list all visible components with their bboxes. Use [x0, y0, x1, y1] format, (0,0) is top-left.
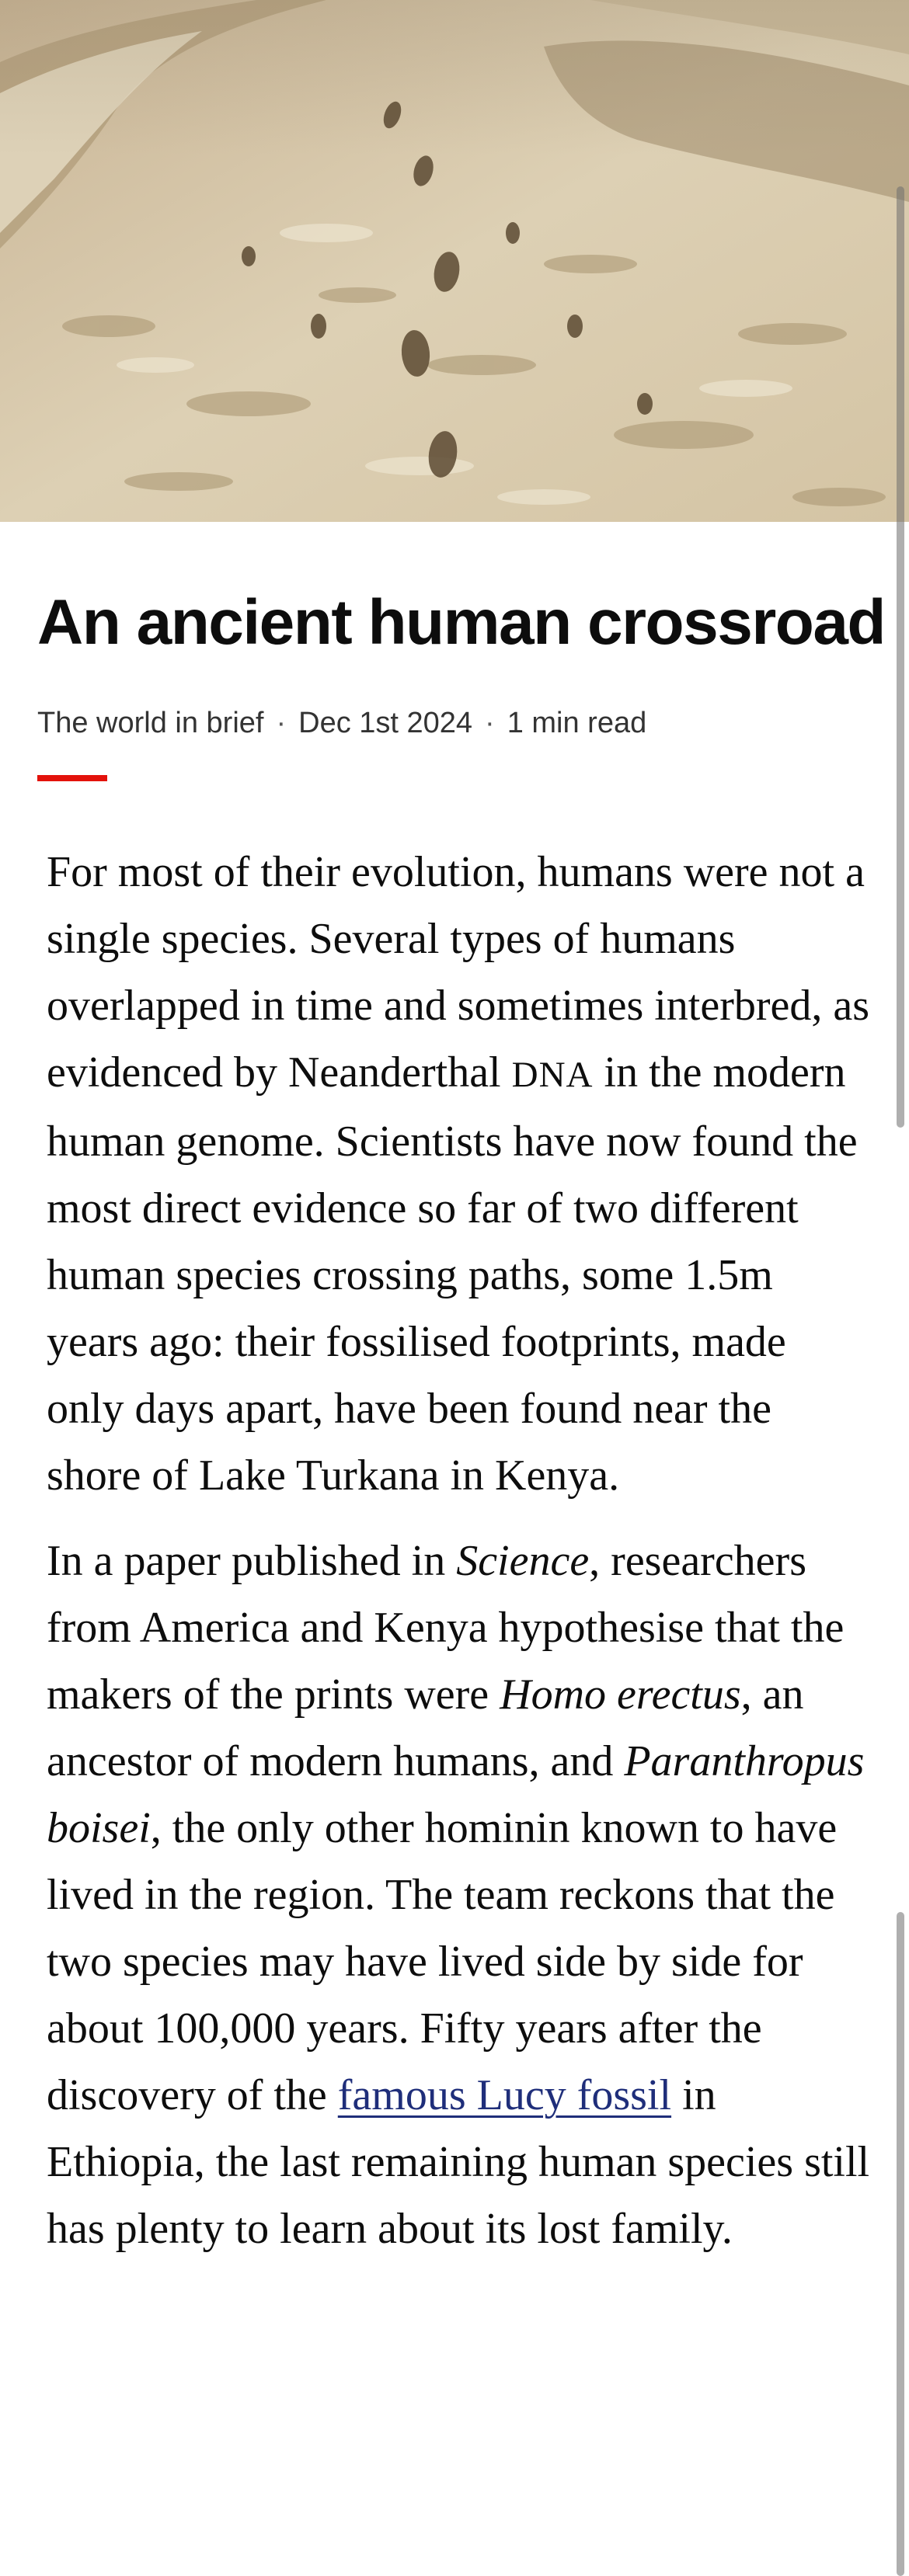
journal-name: Science	[456, 1537, 590, 1585]
paragraph-text: For most of their evolution, humans were not a single species. Several types of humans overlapped in time and sometimes interbred, as evidenced by Neanderthal	[47, 848, 870, 1097]
paragraph-2	[47, 1528, 872, 2262]
hero-image	[0, 0, 909, 522]
article-meta	[37, 704, 646, 742]
paragraph-text: in the modern human genome. Scientists have now found the most direct evidence so far of two different human species crossing paths, some 1.5m years ago: their fossilised footprints, made only days apart, have been found near the shore of Lake Turkana in Kenya.	[47, 1048, 858, 1500]
paragraph-text: In a paper published in	[47, 1537, 457, 1585]
species-name: Paranthropus boisei	[47, 1737, 865, 1852]
publish-date: Dec 1st 2024	[298, 707, 473, 739]
species-name: Homo erectus	[500, 1670, 741, 1719]
paragraph-1	[47, 839, 872, 1509]
meta-separator: ·	[485, 707, 495, 739]
read-time: 1 min read	[507, 707, 647, 739]
scrollbar-thumb-top[interactable]	[897, 186, 904, 1128]
section-link[interactable]: The world in brief	[37, 707, 264, 739]
article-body	[47, 839, 872, 2281]
accent-rule	[37, 775, 107, 781]
dna-abbr: DNA	[511, 1055, 594, 1095]
paragraph-text: , the only other hominin known to have lived in the region. The team reckons that the two species may have lived side by side for about 100,000 years. Fifty years after the discovery of the	[47, 1804, 838, 2119]
scrollbar-thumb-bottom[interactable]	[897, 1912, 904, 2576]
paragraph-text: , researchers from America and Kenya hypothesise that the makers of the prints were	[47, 1537, 845, 1719]
paragraph-text: , an ancestor of modern humans, and	[47, 1670, 804, 1785]
article-title: An ancient human crossroad	[37, 587, 886, 658]
lucy-fossil-link[interactable]: famous Lucy fossil	[337, 2071, 672, 2119]
paragraph-text: in Ethiopia, the last remaining human species still has plenty to learn about its lost family.	[47, 2071, 870, 2253]
meta-separator: ·	[276, 707, 287, 739]
